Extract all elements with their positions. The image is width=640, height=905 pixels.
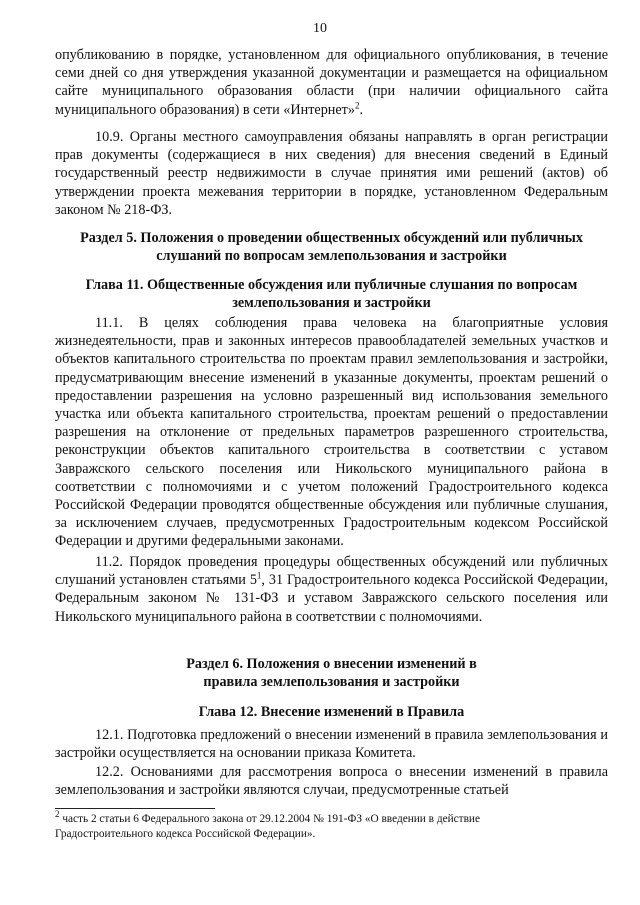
chapter-11-title: Глава 11. Общественные обсуждения или публичные слушания по вопросам землепользования и застройки xyxy=(85,277,578,312)
paragraph-3-text: 11.1. В целях соблюдения права человека на благоприятные условия жизнедеятельности, прав и законных интересов правообладателей земельных участков и объектов капитального строительства по проектам правил землепользования и застройки, предусматривающим внесение изменений в указанные документы, проектам решений о предоставлении разрешения на условно разрешенный вид использования земельного участка или объекта капитального строительства, проектам решений о предоставлении разрешения на отклонение от предельных параметров разрешенного строительства, реконструкции объектов капитального строительства в соответствии с уставом Завражского сельского поселения или Никольского муниципального района в соответствии с полномочиями и с учетом положений Градостроительного кодекса Российской Федерации проводятся общественные обсуждения или публичные слушания, за исключением случаев, предусмотренных Градостроительным кодексом Российской Федерации и другими федеральными законами. xyxy=(55,315,608,550)
page-number: 10 xyxy=(313,21,327,36)
paragraph-2-text: 10.9. Органы местного самоуправления обязаны направлять в орган регистрации прав документы (содержащиеся в них сведения) для внесения сведений в Единый государственный реестр недвижимости в случае принятия ими решений (актов) об утверждении проекта межевания территории в порядке, установленном Федеральным законом № 218-ФЗ. xyxy=(55,129,608,218)
footnote-mark: 2 xyxy=(55,809,60,820)
paragraph-4 xyxy=(55,553,608,626)
footnote-separator xyxy=(55,808,215,809)
section-6-title-line-2: правила землепользования и застройки xyxy=(203,674,460,691)
paragraph-2 xyxy=(55,128,608,219)
footnote-text: часть 2 статьи 6 Федерального закона от 29.12.2004 № 191-ФЗ «О введении в действие Градостроительного кодекса Российской Федерации». xyxy=(55,813,480,840)
paragraph-4-end: , 31 Градостроительного кодекса Российской Федерации, Федеральным законом № 131-ФЗ и уставом Завражского сельского поселения или Никольского муниципального района в соответствии с полномочиями. xyxy=(55,572,608,625)
paragraph-1-text: опубликованию в порядке, установленном для официального опубликования, в течение семи дней со дня утверждения указанной документации и размещается на официальном сайте муниципального образования области (при наличии официального сайта муниципального образования) в сети «Интернет» xyxy=(55,47,608,118)
section-6-title-line-1: Раздел 6. Положения о внесении изменений в xyxy=(186,656,477,672)
paragraph-6-text: 12.2. Основаниями для рассмотрения вопроса о внесении изменений в правила землепользования и застройки являются случаи, предусмотренные статьей xyxy=(55,764,608,799)
chapter-12-title: Глава 12. Внесение изменений в Правила xyxy=(198,704,465,720)
paragraph-6 xyxy=(55,763,608,799)
section-6-heading xyxy=(55,655,608,691)
paragraph-4-text: 11.2. Порядок проведения процедуры общественных обсуждений или публичных слушаний установлен статьями 5 xyxy=(55,554,608,589)
paragraph-3 xyxy=(55,314,608,551)
paragraph-1-end: . xyxy=(359,101,364,118)
article-superscript: 1 xyxy=(256,570,262,581)
footnote xyxy=(55,809,575,841)
footnote-ref: 2 xyxy=(354,99,360,110)
section-5-title: Раздел 5. Положения о проведении общественных обсуждений или публичных слушаний по вопросам землепользования и застройки xyxy=(80,230,583,265)
section-5-heading xyxy=(55,229,608,265)
paragraph-5-text: 12.1. Подготовка предложений о внесении изменений в правила землепользования и застройки осуществляется на основании приказа Комитета. xyxy=(55,727,608,762)
paragraph-5 xyxy=(55,726,608,762)
chapter-11-heading xyxy=(55,276,608,312)
paragraph-1 xyxy=(55,46,608,119)
chapter-12-heading xyxy=(55,703,608,721)
